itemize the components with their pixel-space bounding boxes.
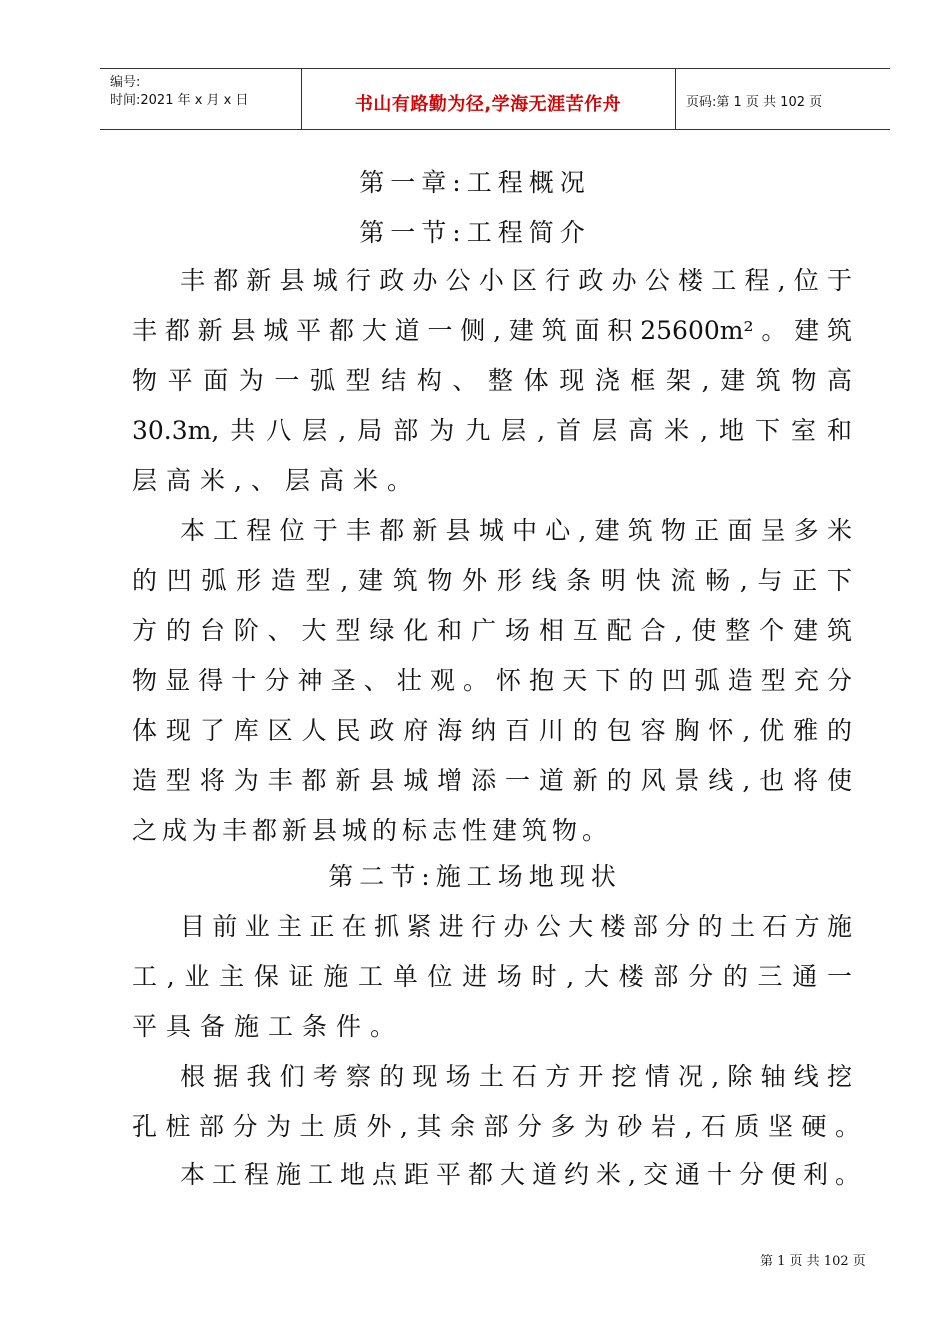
section-title-2: 第二节:施工场地现状	[328, 862, 622, 891]
header-right-cell	[676, 69, 890, 129]
page-footer: 第 1 页 共 102 页	[760, 1254, 866, 1269]
paragraph-line: 工,业主保证施工单位进场时,大楼部分的三通一	[132, 962, 852, 991]
paragraph-line: 30.3m,共八层,局部为九层,首层高米,地下室和	[132, 416, 852, 445]
paragraph-line: 层高米,、层高米。	[132, 466, 421, 495]
paragraph-line: 造型将为丰都新县城增添一道新的风景线,也将使	[132, 766, 852, 795]
paragraph-line: 方的台阶、大型绿化和广场相互配合,使整个建筑	[132, 616, 852, 645]
header-left-cell	[100, 69, 302, 129]
chapter-title: 第一章:工程概况	[359, 168, 591, 197]
header-motto: 书山有路勤为径,学海无涯苦作舟	[354, 94, 622, 115]
paragraph-line: 本工程施工地点距平都大道约米,交通十分便利。	[180, 1160, 860, 1189]
paragraph-line: 丰都新县城行政办公小区行政办公楼工程,位于	[180, 266, 852, 295]
paragraph-line: 物显得十分神圣、壮观。怀抱天下的凹弧造型充分	[132, 666, 852, 695]
paragraph-line: 本工程位于丰都新县城中心,建筑物正面呈多米	[180, 516, 852, 545]
paragraph-line: 物平面为一弧型结构、整体现浇框架,建筑物高	[132, 366, 852, 395]
paragraph-line: 丰都新县城平都大道一侧,建筑面积25600m²。建筑	[132, 316, 852, 345]
paragraph-line: 之成为丰都新县城的标志性建筑物。	[132, 816, 613, 845]
paragraph-line: 的凹弧形造型,建筑物外形线条明快流畅,与正下	[132, 566, 852, 595]
paragraph-line: 体现了库区人民政府海纳百川的包容胸怀,优雅的	[132, 716, 852, 745]
header-page-count: 页码:第 1 页 共 102 页	[686, 95, 823, 110]
paragraph-line: 孔桩部分为土质外,其余部分多为砂岩,石质坚硬。	[132, 1112, 860, 1141]
page-header	[100, 68, 890, 130]
paragraph-line: 目前业主正在抓紧进行办公大楼部分的土石方施	[180, 912, 852, 941]
document-time-label: 时间:2021 年 x 月 x 日	[110, 93, 249, 108]
paragraph-line: 平具备施工条件。	[132, 1012, 405, 1041]
header-middle-cell	[301, 69, 676, 129]
paragraph-line: 根据我们考察的现场土石方开挖情况,除轴线挖	[180, 1062, 852, 1091]
section-title-1: 第一节:工程简介	[359, 218, 591, 247]
document-number-label: 编号:	[110, 75, 141, 90]
